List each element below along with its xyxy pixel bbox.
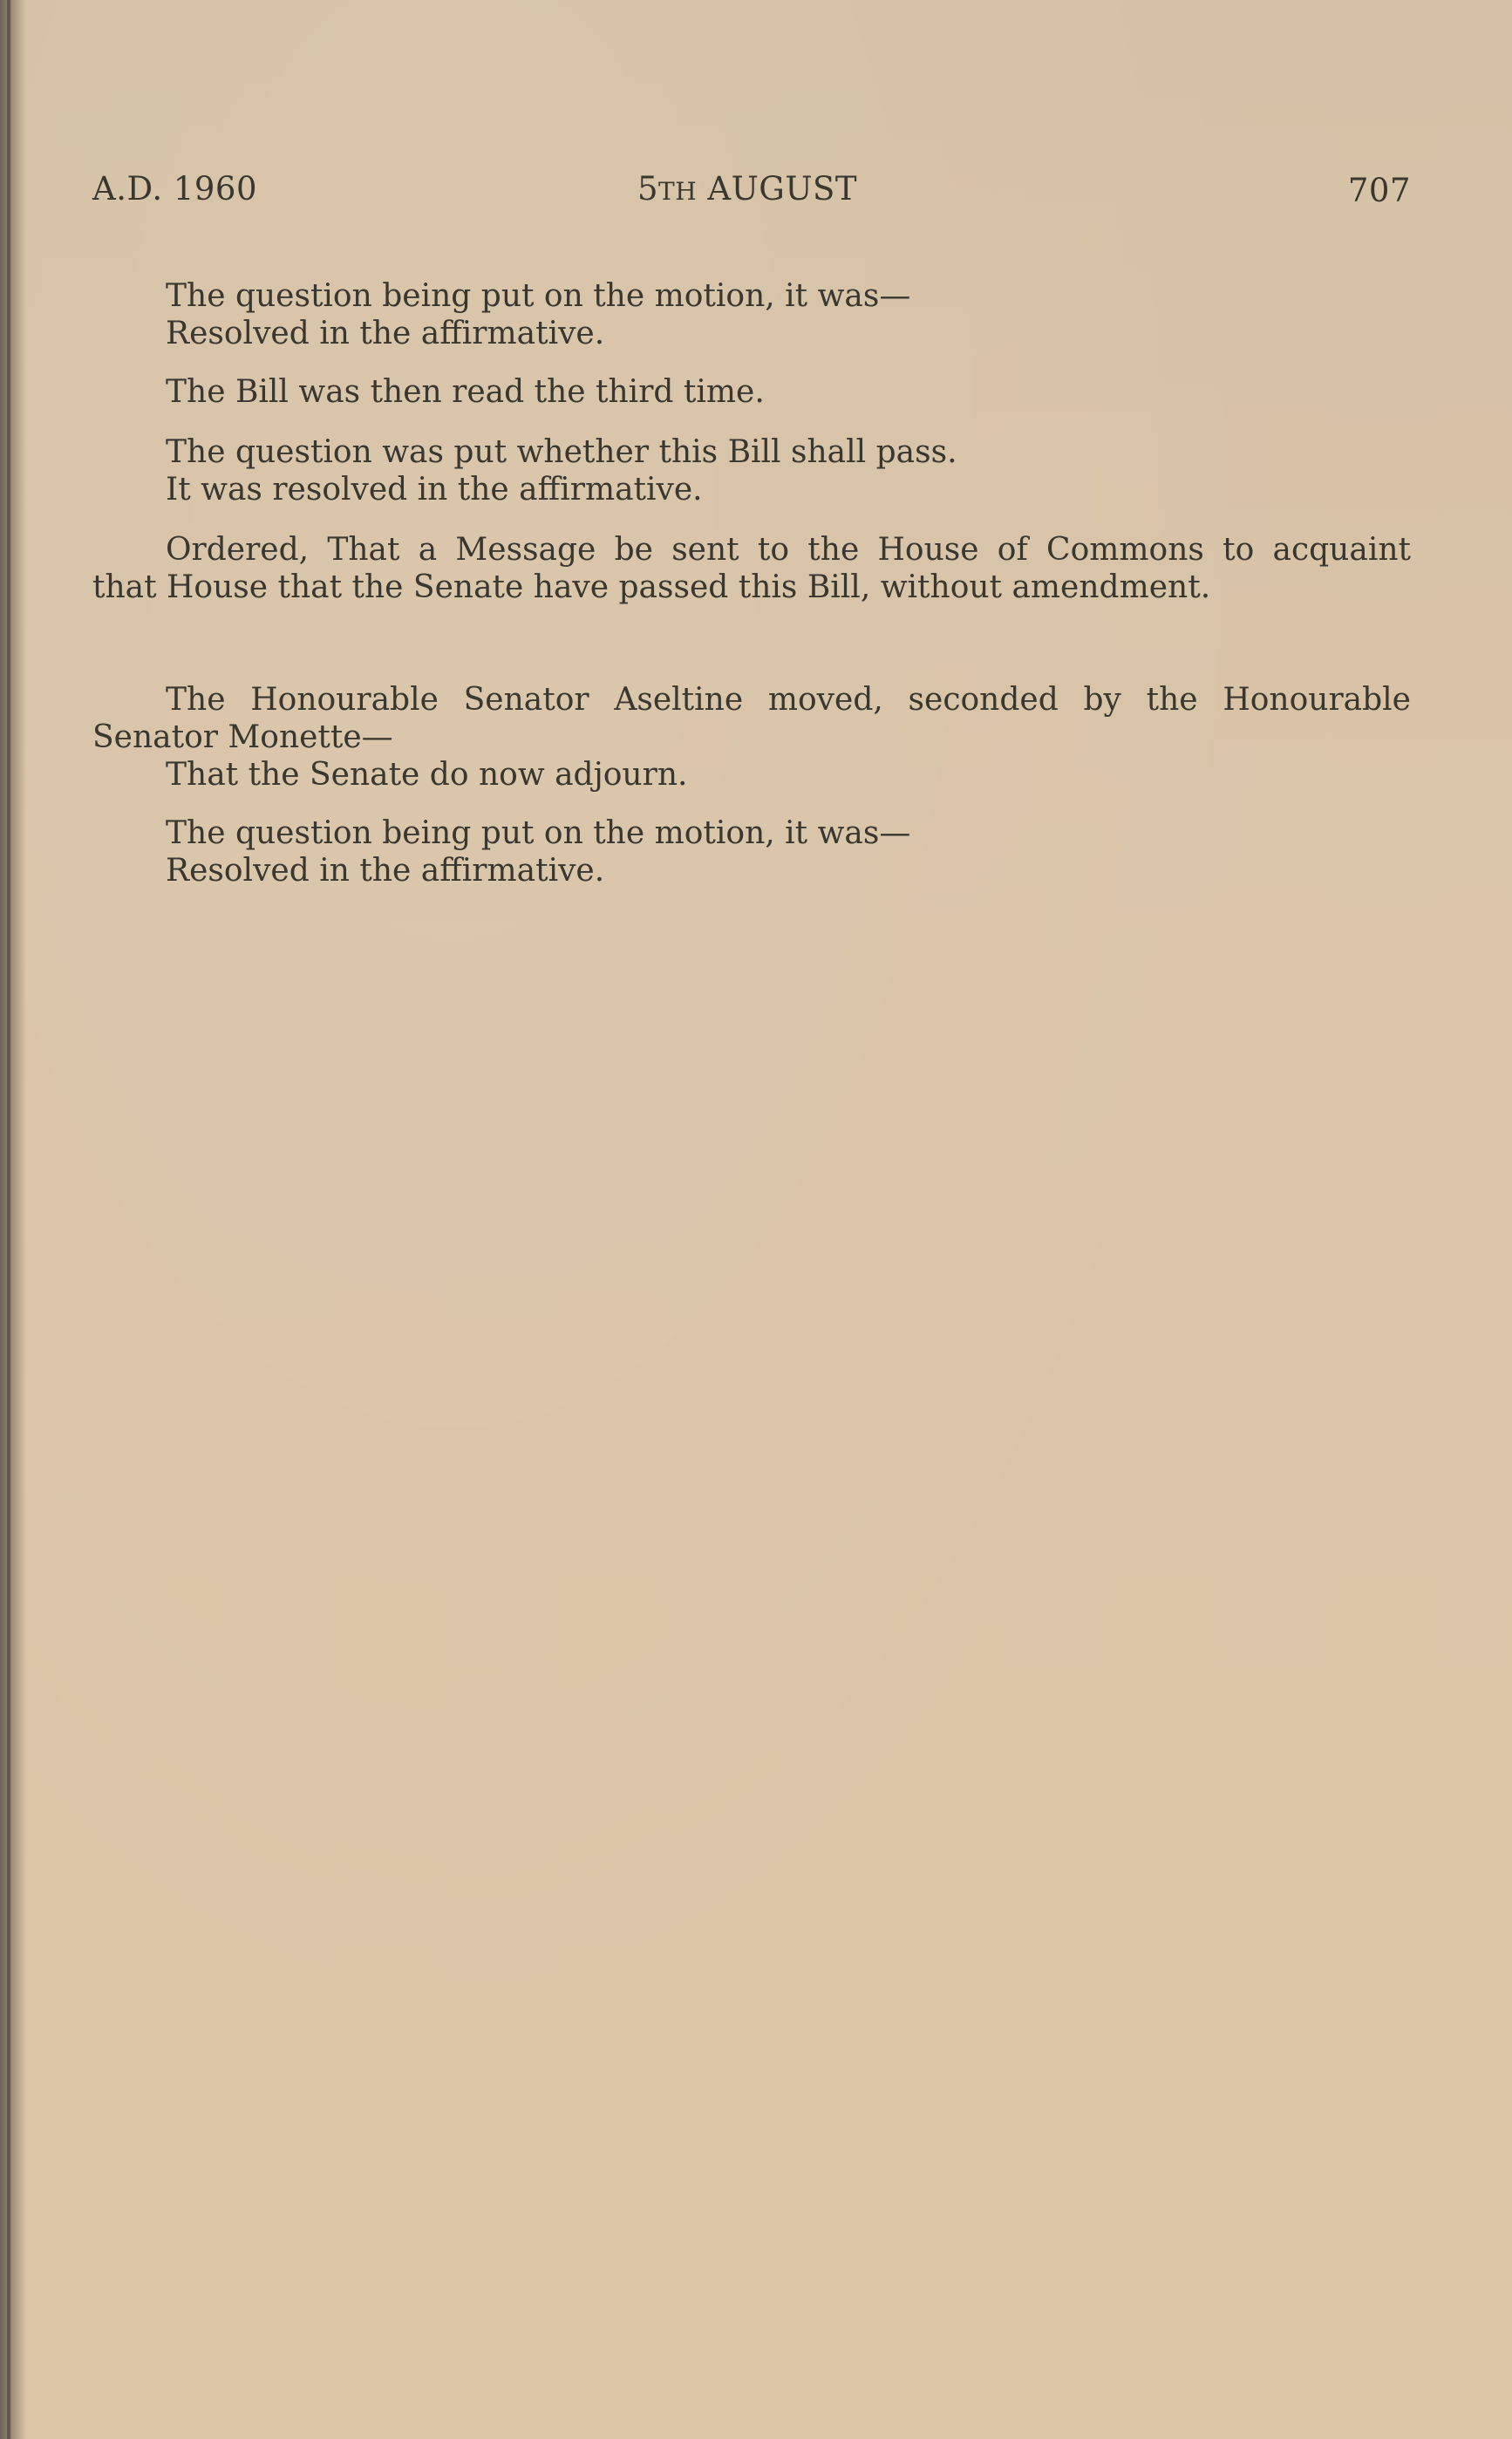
header-year: A.D. 1960: [92, 170, 258, 208]
running-header: [92, 170, 1411, 214]
text-line: The question being put on the motion, it was—: [166, 278, 911, 314]
header-day-number: 5: [637, 170, 659, 208]
header-month: AUGUST: [707, 170, 858, 208]
text-line: The question was put whether this Bill shall pass.: [166, 434, 957, 470]
paragraph-bill-pass: [92, 433, 1411, 508]
book-spine-edge: [0, 0, 26, 2439]
header-day-suffix: TH: [658, 177, 698, 206]
paragraph-motion-question-2: [92, 814, 1411, 889]
page-number: 707: [1347, 172, 1411, 209]
text-line: Resolved in the affirmative.: [166, 853, 605, 889]
text-line: The Honourable Senator Aseltine moved, seconded by the Honourable: [166, 682, 1411, 718]
text-line: It was resolved in the affirmative.: [166, 472, 703, 508]
text-line: Resolved in the affirmative.: [166, 316, 605, 351]
text-line: That the Senate do now adjourn.: [166, 757, 688, 793]
paragraph-adjourn-motion: [92, 681, 1411, 794]
text-line: Ordered, That a Message be sent to the House of Commons to acquaint: [166, 532, 1411, 568]
binding-line: [7, 0, 10, 2439]
text-line: The question being put on the motion, it was—: [166, 815, 911, 851]
paragraph-motion-question-1: [92, 277, 1411, 352]
text-line: that House that the Senate have passed this Bill, without amendment.: [92, 569, 1211, 605]
text-line: The Bill was then read the third time.: [166, 374, 765, 410]
text-line: Senator Monette—: [92, 719, 393, 755]
paragraph-third-reading: [92, 373, 1411, 411]
paragraph-message-commons: [92, 531, 1411, 606]
header-date: [637, 170, 857, 208]
